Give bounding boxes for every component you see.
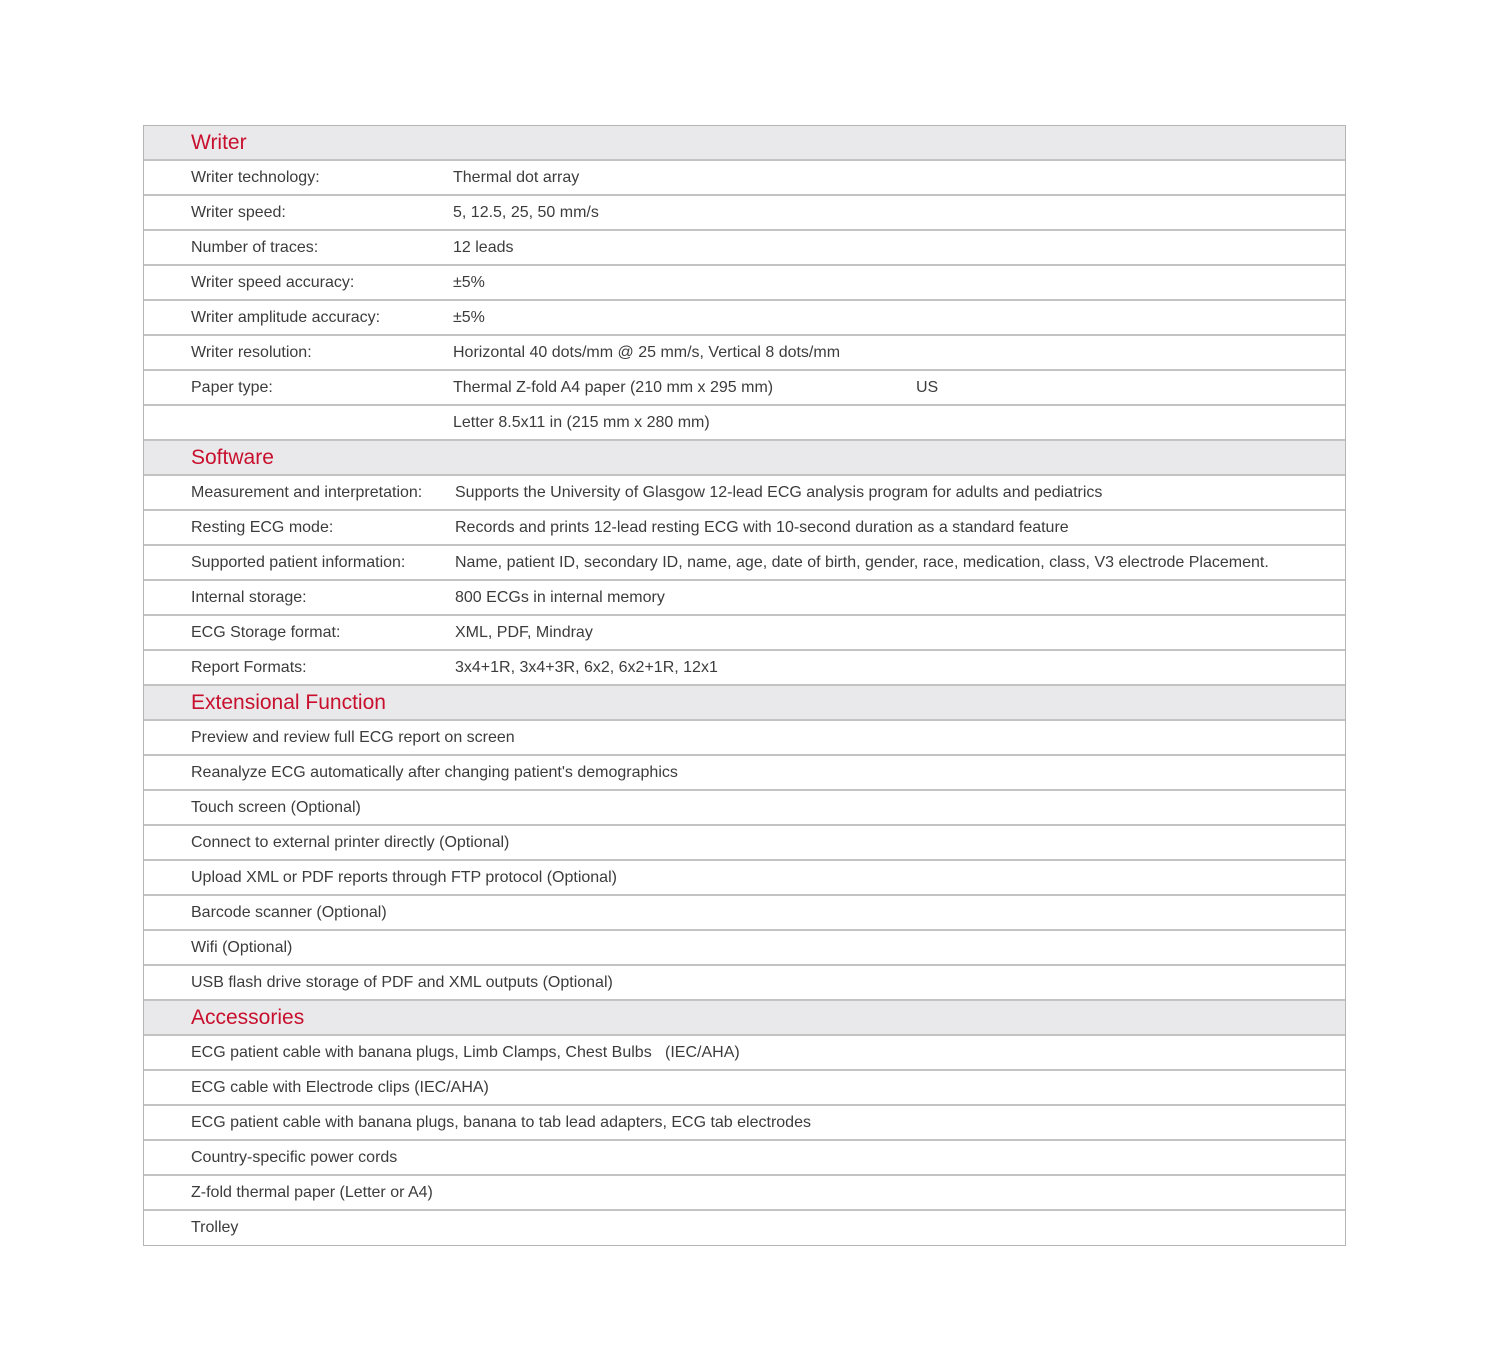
list-item [144, 1176, 1345, 1211]
section-title: Accessories [191, 1006, 305, 1029]
spec-row [144, 406, 1345, 441]
list-item [144, 1036, 1345, 1071]
spec-value: XML, PDF, Mindray [455, 624, 593, 641]
section-title: Software [191, 446, 274, 469]
list-item [144, 966, 1345, 1001]
list-item-text: Upload XML or PDF reports through FTP protocol (Optional) [191, 869, 617, 886]
spec-label: Writer resolution: [191, 344, 312, 361]
list-item-text: Country-specific power cords [191, 1149, 398, 1166]
spec-row [144, 581, 1345, 616]
spec-value: Supports the University of Glasgow 12-lead ECG analysis program for adults and pediatrics [455, 484, 1103, 501]
spec-label: Writer speed accuracy: [191, 274, 355, 291]
list-item-text: Reanalyze ECG automatically after changing patient's demographics [191, 764, 678, 781]
spec-value: 3x4+1R, 3x4+3R, 6x2, 6x2+1R, 12x1 [455, 659, 718, 676]
list-item-text: Z-fold thermal paper (Letter or A4) [191, 1184, 433, 1201]
list-item-text: Touch screen (Optional) [191, 799, 361, 816]
spec-row [144, 476, 1345, 511]
section-title: Extensional Function [191, 691, 386, 714]
list-item-text: ECG cable with Electrode clips (IEC/AHA) [191, 1079, 489, 1096]
section-header-writer [144, 126, 1345, 161]
spec-label: Writer speed: [191, 204, 286, 221]
list-item [144, 1211, 1345, 1245]
spec-label: Writer technology: [191, 169, 320, 186]
spec-row [144, 651, 1345, 686]
spec-row [144, 616, 1345, 651]
spec-row [144, 546, 1345, 581]
spec-row [144, 371, 1345, 406]
spec-label: ECG Storage format: [191, 624, 341, 641]
spec-value-secondary: US [916, 379, 939, 396]
spec-label: Internal storage: [191, 589, 307, 606]
spec-value: ±5% [453, 309, 485, 326]
spec-value: 800 ECGs in internal memory [455, 589, 665, 606]
spec-value: Records and prints 12-lead resting ECG with 10-second duration as a standard feature [455, 519, 1069, 536]
spec-label: Number of traces: [191, 239, 319, 256]
spec-value: 12 leads [453, 239, 514, 256]
list-item [144, 1141, 1345, 1176]
list-item [144, 826, 1345, 861]
section-header-accessories [144, 1001, 1345, 1036]
spec-label: Resting ECG mode: [191, 519, 334, 536]
spec-row [144, 231, 1345, 266]
spec-label: Measurement and interpretation: [191, 484, 423, 501]
spec-value: Name, patient ID, secondary ID, name, age, date of birth, gender, race, medication, class, V3 electrode Placement. [455, 554, 1269, 571]
section-header-software [144, 441, 1345, 476]
spec-table [143, 125, 1346, 1246]
spec-label: Writer amplitude accuracy: [191, 309, 381, 326]
list-item [144, 1106, 1345, 1141]
list-item-text: ECG patient cable with banana plugs, banana to tab lead adapters, ECG tab electrodes [191, 1114, 811, 1131]
list-item-text: Preview and review full ECG report on screen [191, 729, 515, 746]
spec-row [144, 161, 1345, 196]
list-item-text: USB flash drive storage of PDF and XML outputs (Optional) [191, 974, 613, 991]
list-item-text: Connect to external printer directly (Optional) [191, 834, 510, 851]
spec-row [144, 511, 1345, 546]
spec-value: Horizontal 40 dots/mm @ 25 mm/s, Vertical 8 dots/mm [453, 344, 841, 361]
list-item [144, 896, 1345, 931]
spec-value: ±5% [453, 274, 485, 291]
list-item-text: Trolley [191, 1219, 239, 1236]
list-item [144, 861, 1345, 896]
spec-row [144, 301, 1345, 336]
spec-value: 5, 12.5, 25, 50 mm/s [453, 204, 599, 221]
spec-row [144, 196, 1345, 231]
list-item-text: ECG patient cable with banana plugs, Limb Clamps, Chest Bulbs (IEC/AHA) [191, 1044, 740, 1061]
spec-row [144, 266, 1345, 301]
spec-row [144, 336, 1345, 371]
spec-value: Thermal dot array [453, 169, 580, 186]
list-item-text: Wifi (Optional) [191, 939, 293, 956]
list-item-text: Barcode scanner (Optional) [191, 904, 387, 921]
spec-label: Supported patient information: [191, 554, 406, 571]
spec-value: Letter 8.5x11 in (215 mm x 280 mm) [453, 414, 710, 431]
spec-label: Report Formats: [191, 659, 307, 676]
list-item [144, 756, 1345, 791]
section-header-extensional-function [144, 686, 1345, 721]
list-item [144, 791, 1345, 826]
spec-value: Thermal Z-fold A4 paper (210 mm x 295 mm) [453, 379, 774, 396]
spec-label: Paper type: [191, 379, 273, 396]
list-item [144, 931, 1345, 966]
section-title: Writer [191, 131, 247, 154]
list-item [144, 721, 1345, 756]
list-item [144, 1071, 1345, 1106]
